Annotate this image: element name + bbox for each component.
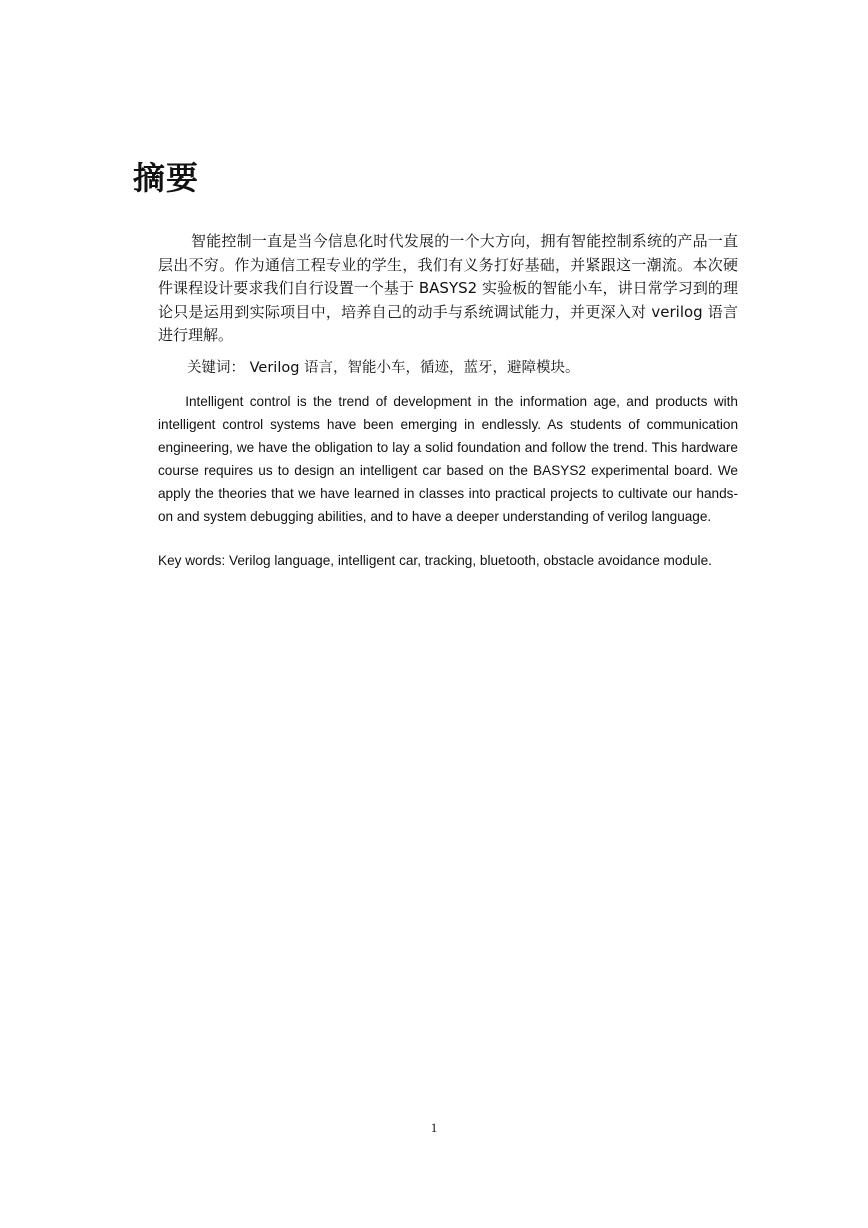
chinese-keywords: 关键词： Verilog 语言，智能小车，循迹，蓝牙，避障模块。 <box>187 360 580 376</box>
english-keywords: Key words: Verilog language, intelligent car, tracking, bluetooth, obstacle avoidance module. <box>158 553 712 568</box>
abstract-heading: 摘要 <box>133 159 200 197</box>
chinese-abstract-paragraph: 智能控制一直是当今信息化时代发展的一个大方向，拥有智能控制系统的产品一直层出不穷。作为通信工程专业的学生，我们有义务打好基础，并紧跟这一潮流。本次硬件课程设计要求我们自行设置一个基于 BASYS2 实验板的智能小车，讲日常学习到的理论只是运用到实际项目中，培养自己的动手与系统调试能力，并更深入对 verilog 语言进行理解。 <box>158 232 738 344</box>
page-number: 1 <box>430 1120 438 1135</box>
english-abstract-paragraph: Intelligent control is the trend of development in the information age, and products with intelligent control systems have been emerging in endlessly. As students of communication engineering, we have the obligation to lay a solid foundation and follow the trend. This hardware course requires us to design an intelligent car based on the BASYS2 experimental board. We apply the theories that we have learned in classes into practical projects to cultivate our hands-on and system debugging abilities, and to have a deeper understanding of verilog language. <box>158 394 738 524</box>
